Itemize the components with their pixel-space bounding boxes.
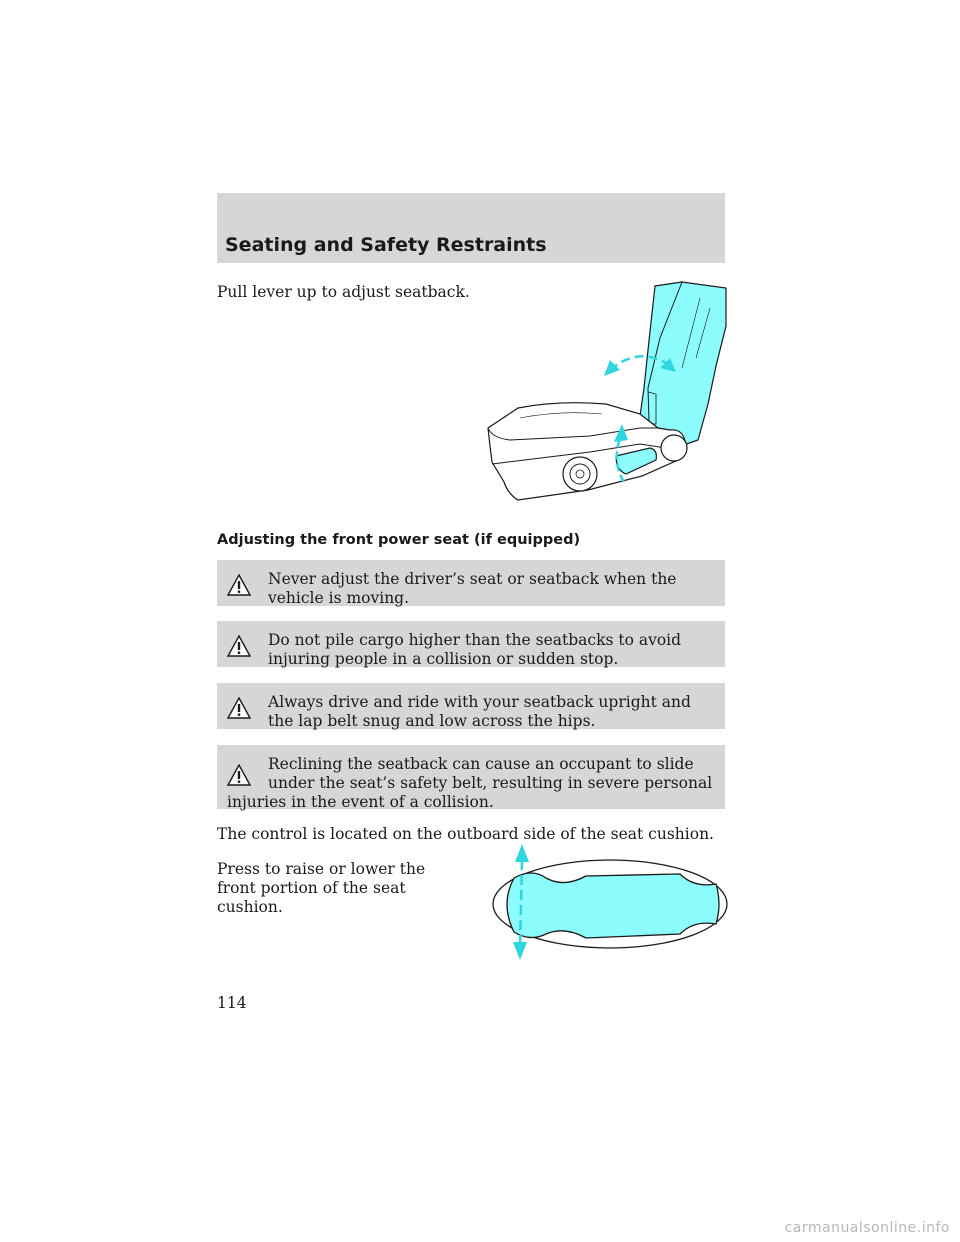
- section-header-band: [217, 193, 725, 263]
- seatback-lever-illustration: [470, 278, 728, 510]
- seat-cushion-control-illustration: [484, 838, 728, 964]
- warning-text: Do not pile cargo higher than the seatbacks to avoid injuring people in a collision or sudden stop.: [268, 631, 682, 668]
- warning-text: Always drive and ride with your seatback upright and the lap belt snug and low across the hips.: [268, 693, 691, 730]
- page-number: 114: [217, 994, 247, 1012]
- section-heading: Adjusting the front power seat (if equipped): [217, 532, 581, 548]
- warning-triangle-icon: [227, 697, 251, 719]
- control-location-text: The control is located on the outboard side of the seat cushion.: [217, 825, 714, 843]
- warning-box: [217, 745, 725, 809]
- warning-triangle-icon: [227, 574, 251, 596]
- footer-watermark: carmanualsonline.info: [784, 1220, 950, 1236]
- warning-box: [217, 560, 725, 606]
- intro-text: Pull lever up to adjust seatback.: [217, 283, 470, 301]
- warning-triangle-icon: [227, 764, 251, 786]
- press-instruction-text: Press to raise or lower the front portion of the seat cushion.: [217, 860, 426, 916]
- warning-triangle-icon: [227, 635, 251, 657]
- warning-text: Reclining the seatback can cause an occupant to slide under the seat’s safety belt, resulting in severe personal injuries in the event of a collision.: [227, 755, 713, 811]
- page-title: Seating and Safety Restraints: [225, 234, 547, 256]
- warning-box: [217, 683, 725, 729]
- warning-text: Never adjust the driver’s seat or seatback when the vehicle is moving.: [268, 570, 677, 607]
- warning-box: [217, 621, 725, 667]
